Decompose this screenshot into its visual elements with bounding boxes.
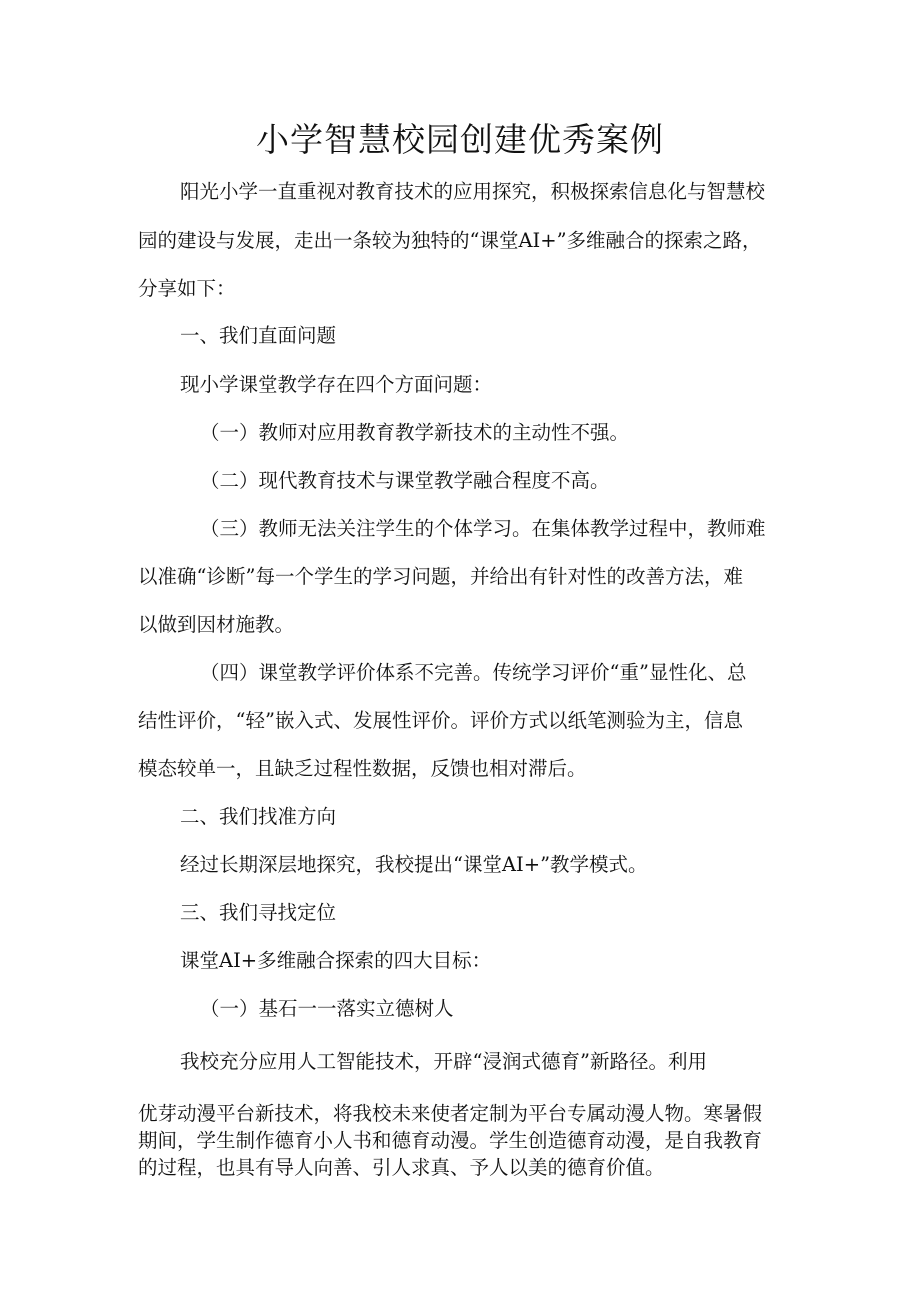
paragraph-line: 以做到因材施教。 [138, 613, 295, 636]
paragraph-line: 课堂AI+多维融合探索的四大目标： [180, 949, 492, 972]
paragraph-line: 优芽动漫平台新技术，将我校未来使者定制为平台专属动漫人物。寒暑假 [138, 1102, 763, 1125]
paragraph-line: 以准确“诊断”每一个学生的学习问题，并给出有针对性的改善方法，难 [138, 565, 743, 588]
paragraph-line: 现小学课堂教学存在四个方面问题： [180, 373, 493, 396]
paragraph-line: 我校充分应用人工智能技术，开辟“浸润式德育”新路径。利用 [180, 1050, 707, 1073]
paragraph-line: 模态较单一，且缺乏过程性数据，反馈也相对滞后。 [138, 757, 587, 780]
list-item: （一）基石一一落实立德树人 [200, 997, 454, 1020]
section-heading: 一、我们直面问题 [180, 324, 337, 347]
paragraph-line: 分享如下： [138, 277, 236, 300]
paragraph-line: 的过程，也具有导人向善、引人求真、予人以美的德育价值。 [138, 1156, 665, 1179]
list-item: （二）现代教育技术与课堂教学融合程度不高。 [200, 469, 610, 492]
list-item: （三）教师无法关注学生的个体学习。在集体教学过程中，教师难 [200, 517, 766, 540]
paragraph-line: 园的建设与发展，走出一条较为独特的“课堂AI+”多维融合的探索之路， [138, 229, 762, 252]
paragraph-line: 经过长期深层地探究，我校提出“课堂AI+”教学模式。 [180, 853, 648, 876]
list-item: （一）教师对应用教育教学新技术的主动性不强。 [200, 421, 630, 444]
paragraph-line: 结性评价，“轻”嵌入式、发展性评价。评价方式以纸笔测验为主，信息 [138, 709, 743, 732]
document-title: 小学智慧校园创建优秀案例 [256, 120, 664, 159]
section-heading: 三、我们寻找定位 [180, 901, 337, 924]
list-item: （四）课堂教学评价体系不完善。传统学习评价“重”显性化、总 [200, 661, 747, 684]
paragraph-line: 期间，学生制作德育小人书和德育动漫。学生创造德育动漫，是自我教育 [138, 1129, 763, 1152]
section-heading: 二、我们找准方向 [180, 805, 337, 828]
paragraph-line: 阳光小学一直重视对教育技术的应用探究，积极探索信息化与智慧校 [180, 180, 766, 203]
